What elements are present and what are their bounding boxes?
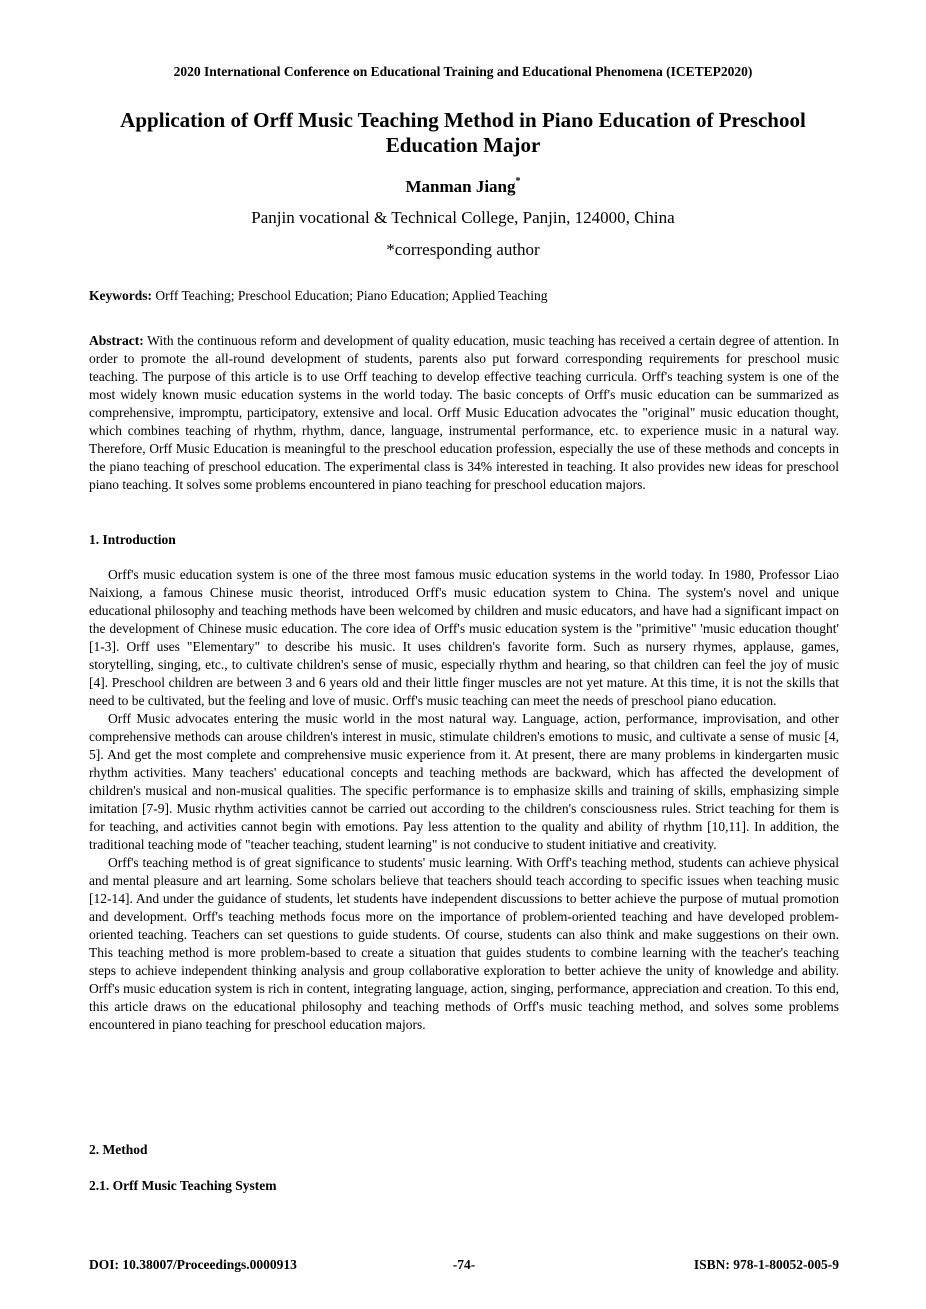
paragraph: Orff Music advocates entering the music world in the most natural way. Language, action, performance, improvisation, and other comprehensive methods can arouse children's interest in music, stimulate children's emotions to music, and cultivate a sense of music [4, 5]. And get the most complete and comprehensive music experience from it. At present, there are many problems in kindergarten music rhythm activities. Many teachers' educational concepts and teaching methods are backward, which has affected the development of children's musical and non-musical qualities. The specific performance is to emphasize skills and training of skills, emphasizing simple imitation [7-9]. Music rhythm activities cannot be carried out according to the children's consciousness rules. Strict teaching for them is for teaching, and activities cannot begin with emotions. Pay less attention to the quality and ability of rhythm [10,11]. In addition, the traditional teaching mode of "teacher teaching, student learning" is not conducive to student initiative and creativity. xyxy=(89,711,839,852)
paragraph: Orff's teaching method is of great significance to students' music learning. With Orff's teaching method, students can achieve physical and mental pleasure and art learning. Some scholars believe that teachers should teach according to specific issues when teaching music [12-14]. And under the guidance of students, let students have independent discussions to better achieve the purpose of mutual promotion and development. Orff's teaching methods focus more on the importance of problem-oriented teaching and have developed problem-oriented teaching. Teachers can set questions to guide students. Of course, students can also think and make suggestions on their own. This teaching method is more problem-based to create a situation that guides students to combine learning with the teacher's teaching steps to achieve independent thinking analysis and group collaborative exploration to better achieve the unity of knowledge and ability. Orff's music education system is rich in content, integrating language, action, singing, performance, appreciation and creation. To this end, this article draws on the educational philosophy and teaching methods of Orff's music teaching method, and solves some problems encountered in piano teaching for preschool education majors. xyxy=(89,855,839,1032)
abstract xyxy=(89,332,839,494)
author-mark: * xyxy=(515,176,521,187)
keywords-text: Orff Teaching; Preschool Education; Piano Education; Applied Teaching xyxy=(155,288,548,303)
keywords-label: Keywords: xyxy=(89,288,152,303)
introduction-body xyxy=(89,566,839,1034)
section-heading-method: 2. Method xyxy=(89,1142,148,1157)
section-heading-introduction: 1. Introduction xyxy=(89,532,176,547)
subsection-heading-orff-system: 2.1. Orff Music Teaching System xyxy=(89,1178,277,1193)
abstract-label: Abstract: xyxy=(89,333,144,348)
footer-isbn: ISBN: 978-1-80052-005-9 xyxy=(693,1257,839,1272)
page-footer xyxy=(89,1256,839,1274)
footer-page-number: -74- xyxy=(452,1257,476,1272)
abstract-text: With the continuous reform and development of quality education, music teaching has received a certain degree of attention. In order to promote the all-round development of students, parents also put forward corresponding requirements for preschool music teaching. The purpose of this article is to use Orff teaching to develop effective teaching curricula. Orff's teaching system is one of the most widely known music education systems in the world today. The basic concepts of Orff's music education can be summarized as comprehensive, impromptu, participatory, extensive and local. Orff Music Education advocates the "original" music education thought, which combines teaching of rhythm, rhythm, dance, language, instrumental performance, etc. to experience music in a natural way. Therefore, Orff Music Education is meaningful to the preschool education profession, especially the use of these methods and concepts in the piano teaching of preschool education. The experimental class is 34% interested in teaching. It also provides new ideas for preschool piano teaching. It solves some problems encountered in piano teaching for preschool education majors. xyxy=(89,333,839,492)
author-name: Manman Jiang xyxy=(405,177,516,196)
paragraph: Orff's music education system is one of the three most famous music education systems in the world today. In 1980, Professor Liao Naixiong, a famous Chinese music theorist, introduced Orff's music education system to China. The system's novel and unique educational philosophy and teaching methods have been welcomed by children and music educators, and have had a significant impact on the development of Chinese music education. The core idea of Orff's music education system is the "primitive" 'music education thought' [1-3]. Orff uses "Elementary" to describe his music. It uses children's favorite form. Such as nursery rhymes, applause, games, storytelling, singing, etc., to cultivate children's sense of music, especially rhythm and hearing, so that children can feel the joy of music [4]. Preschool children are between 3 and 6 years old and their little finger muscles are not yet mature. At this time, it is not the skills that need to be cultivated, but the feeling and love of music. Orff's music teaching can meet the needs of preschool piano education. xyxy=(89,567,839,708)
keywords xyxy=(89,287,839,305)
affiliation: Panjin vocational & Technical College, Panjin, 124000, China xyxy=(251,208,675,227)
conference-header: 2020 International Conference on Educational Training and Educational Phenomena (ICETEP2020) xyxy=(173,64,753,79)
footer-doi: DOI: 10.38007/Proceedings.0000913 xyxy=(89,1257,297,1272)
author-line xyxy=(0,176,926,198)
paper-title: Application of Orff Music Teaching Method in Piano Education of Preschool Education Major xyxy=(120,108,806,157)
corresponding-author-note: *corresponding author xyxy=(386,240,540,259)
